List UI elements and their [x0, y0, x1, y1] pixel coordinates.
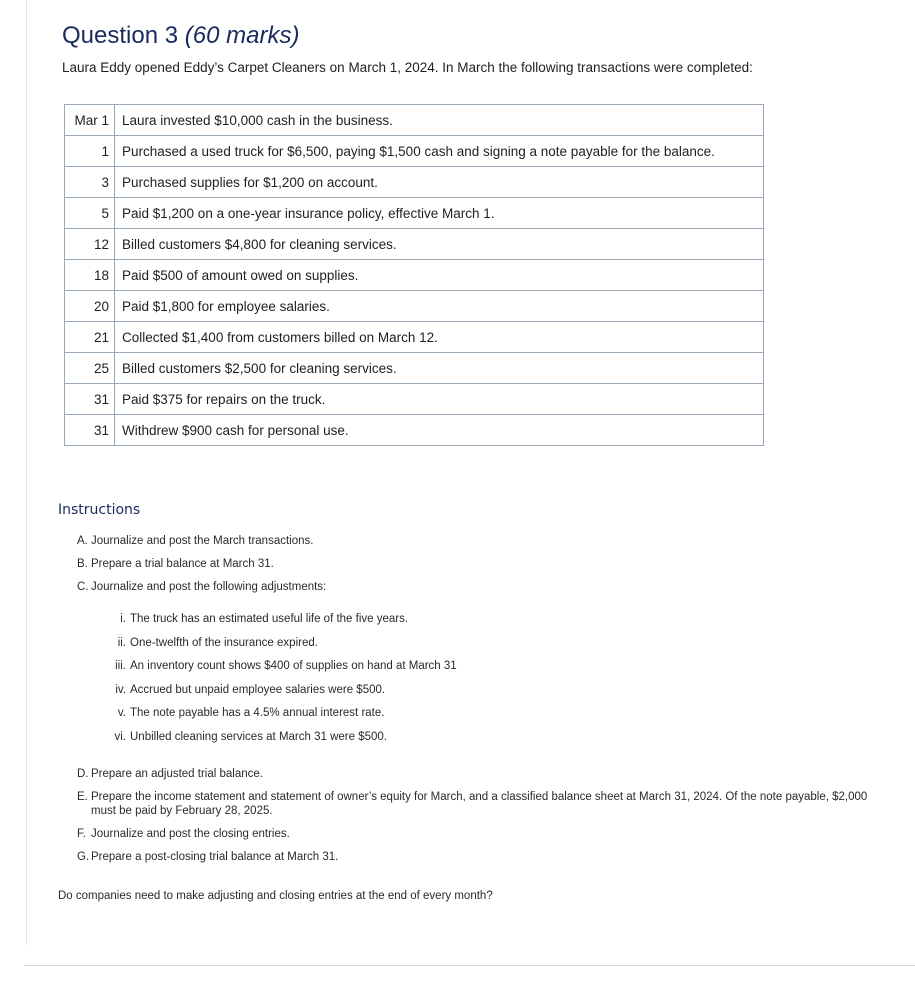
item-text: One-twelfth of the insurance expired.	[130, 636, 318, 649]
transaction-date: 25	[65, 353, 115, 384]
item-text: Unbilled cleaning services at March 31 were $500.	[130, 730, 387, 743]
instructions-list-bottom	[77, 767, 881, 873]
list-item	[77, 790, 881, 818]
transaction-date: 3	[65, 167, 115, 198]
list-item	[104, 636, 457, 660]
transaction-description: Paid $375 for repairs on the truck.	[115, 384, 764, 415]
item-letter: E.	[77, 791, 88, 803]
instructions-list-top	[77, 534, 326, 603]
item-numeral: iv.	[115, 683, 126, 696]
list-item	[77, 827, 881, 841]
final-question: Do companies need to make adjusting and closing entries at the end of every month?	[58, 890, 493, 902]
item-text: The truck has an estimated useful life of the five years.	[130, 613, 409, 625]
item-letter: B.	[77, 558, 88, 570]
table-row	[65, 353, 764, 384]
item-numeral: i.	[120, 613, 126, 625]
list-item	[104, 706, 457, 730]
question-marks: (60 marks)	[184, 22, 300, 49]
transaction-date: 5	[65, 198, 115, 229]
transaction-description: Billed customers $2,500 for cleaning services.	[115, 353, 764, 384]
transaction-date: 20	[65, 291, 115, 322]
transaction-description: Paid $500 of amount owed on supplies.	[115, 260, 764, 291]
list-item	[77, 557, 326, 580]
transaction-date: 31	[65, 415, 115, 446]
adjustments-list	[104, 612, 457, 753]
transaction-description: Purchased a used truck for $6,500, paying $1,500 cash and signing a note payable for the balance.	[115, 136, 764, 167]
list-item	[77, 580, 326, 603]
list-item	[77, 850, 881, 864]
item-text: Prepare the income statement and statement of owner’s equity for March, and a classified balance sheet at March 31, 2024. Of the note payable, $2,000 must be paid by February 28, 2025.	[91, 791, 868, 817]
transaction-date: 12	[65, 229, 115, 260]
item-text: Prepare an adjusted trial balance.	[91, 768, 263, 780]
question-intro: Laura Eddy opened Eddy’s Carpet Cleaners on March 1, 2024. In March the following transactions were completed:	[62, 60, 753, 75]
item-text: Journalize and post the closing entries.	[91, 828, 290, 840]
left-divider	[26, 0, 27, 945]
transaction-date: Mar 1	[65, 105, 115, 136]
item-text: Prepare a post-closing trial balance at March 31.	[91, 851, 339, 863]
transaction-description: Collected $1,400 from customers billed on March 12.	[115, 322, 764, 353]
table-row	[65, 229, 764, 260]
transaction-description: Withdrew $900 cash for personal use.	[115, 415, 764, 446]
bottom-divider	[24, 965, 915, 966]
item-text: Accrued but unpaid employee salaries were $500.	[130, 683, 386, 696]
item-numeral: iii.	[115, 660, 126, 672]
transaction-date: 18	[65, 260, 115, 291]
item-letter: A.	[77, 535, 88, 547]
transactions-table	[64, 104, 764, 446]
transaction-description: Laura invested $10,000 cash in the business.	[115, 105, 764, 136]
transaction-date: 21	[65, 322, 115, 353]
list-item	[104, 683, 457, 707]
table-row	[65, 291, 764, 322]
item-numeral: v.	[117, 707, 126, 719]
table-row	[65, 198, 764, 229]
table-row	[65, 415, 764, 446]
table-row	[65, 384, 764, 415]
question-title	[62, 22, 299, 50]
table-row	[65, 105, 764, 136]
item-text: The note payable has a 4.5% annual interest rate.	[130, 707, 385, 719]
list-item	[77, 767, 881, 781]
transaction-date: 1	[65, 136, 115, 167]
list-item	[77, 534, 326, 557]
transaction-description: Paid $1,800 for employee salaries.	[115, 291, 764, 322]
item-letter: F.	[77, 828, 86, 840]
transaction-description: Paid $1,200 on a one-year insurance policy, effective March 1.	[115, 198, 764, 229]
item-letter: D.	[77, 768, 89, 780]
item-letter: C.	[77, 581, 89, 593]
instructions-heading: Instructions	[58, 502, 141, 518]
transaction-description: Purchased supplies for $1,200 on account.	[115, 167, 764, 198]
item-text: Journalize and post the March transactions.	[91, 535, 314, 547]
table-row	[65, 136, 764, 167]
transaction-description: Billed customers $4,800 for cleaning services.	[115, 229, 764, 260]
list-item	[104, 612, 457, 636]
table-row	[65, 167, 764, 198]
item-text: Journalize and post the following adjustments:	[91, 581, 327, 593]
item-letter: G.	[77, 851, 90, 863]
item-text: Prepare a trial balance at March 31.	[91, 558, 274, 570]
list-item	[104, 730, 457, 754]
transaction-date: 31	[65, 384, 115, 415]
item-numeral: vi.	[114, 730, 126, 743]
question-title-text: Question 3	[62, 22, 179, 49]
table-row	[65, 322, 764, 353]
list-item	[104, 659, 457, 683]
item-text: An inventory count shows $400 of supplies on hand at March 31	[130, 660, 457, 672]
item-numeral: ii.	[117, 636, 126, 649]
table-row	[65, 260, 764, 291]
